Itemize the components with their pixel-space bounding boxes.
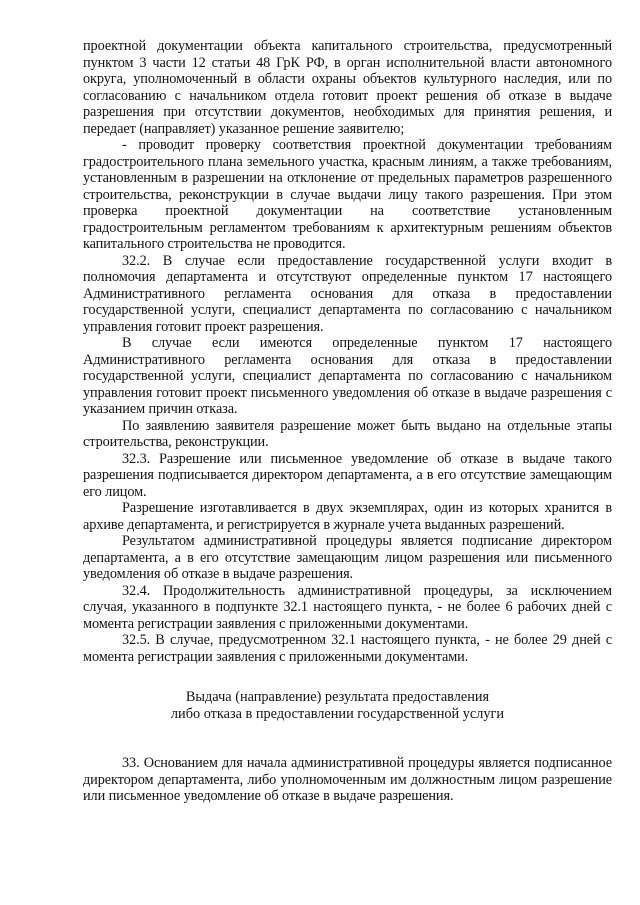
paragraph-copies: Разрешение изготавливается в двух экземплярах, один из которых хранится в архиве департамента, и регистрируется в журнале учета выданных разрешений. [83, 500, 612, 533]
section-heading-line-2: либо отказа в предоставлении государственной услуги [170, 706, 505, 722]
section-heading [83, 689, 612, 723]
paragraph-32-2: 32.2. В случае если предоставление государственной услуги входит в полномочия департамента и отсутствуют определенные пунктом 17 настоящего Административного регламента основания для отказа в предоставлении государственной услуги, специалист департамента по согласованию с начальником управления готовит проект разрешения. [83, 252, 612, 335]
paragraph-33: 33. Основанием для начала административной процедуры является подписанное директором департамента, либо уполномоченным им должностным лицом разрешение или письменное уведомление об отказе в выдаче разрешения. [83, 755, 612, 804]
paragraph-continuation: проектной документации объекта капитального строительства, предусмотренный пунктом 3 части 12 статьи 48 ГрК РФ, в орган исполнительной власти автономного округа, уполномоченный в области охраны объектов культурного наследия, или по согласованию с начальником отдела готовит проект решения об отказе в выдаче разрешения при отсутствии документов, необходимых для принятия решения, и передает (направляет) указанное решение заявителю; [83, 38, 612, 137]
paragraph-32-3: 32.3. Разрешение или письменное уведомление об отказе в выдаче такого разрешения подписывается директором департамента, а в его отсутствие замещающим его лицом. [83, 450, 612, 500]
paragraph-result: Результатом административной процедуры является подписание директором департамента, а в его отсутствие замещающим лицом разрешения или письменного уведомления об отказе в выдаче разрешения. [83, 533, 612, 582]
paragraph-stages: По заявлению заявителя разрешение может быть выдано на отдельные этапы строительства, реконструкции. [83, 417, 612, 450]
paragraph-check-documentation: - проводит проверку соответствия проектной документации требованиям градостроительного плана земельного участка, красным линиям, а также требованиям, установленным в разрешении на отклонение от предельных параметров разрешенного строительства, реконструкции в случае выдачи лицу такого разрешения. При этом проверка проектной документации на соответствие установленным градостроительным регламентом требованиям к архитектурным решениям объектов капитального строительства не проводится. [83, 137, 612, 252]
paragraph-32-5: 32.5. В случае, предусмотренном 32.1 настоящего пункта, - не более 29 дней с момента регистрации заявления с приложенными документами. [83, 632, 612, 665]
paragraph-refusal-case: В случае если имеются определенные пунктом 17 настоящего Административного регламента основания для отказа в предоставлении государственной услуги, специалист департамента по согласованию с начальником управления готовит проект письменного уведомления об отказе в выдаче разрешения с указанием причин отказа. [83, 335, 612, 417]
paragraph-32-4: 32.4. Продолжительность административной процедуры, за исключением случая, указанного в подпункте 32.1 настоящего пункта, - не более 6 рабочих дней с момента регистрации заявления с приложенными документами. [83, 582, 612, 632]
section-heading-line-1: Выдача (направление) результата предоставления [185, 689, 490, 705]
